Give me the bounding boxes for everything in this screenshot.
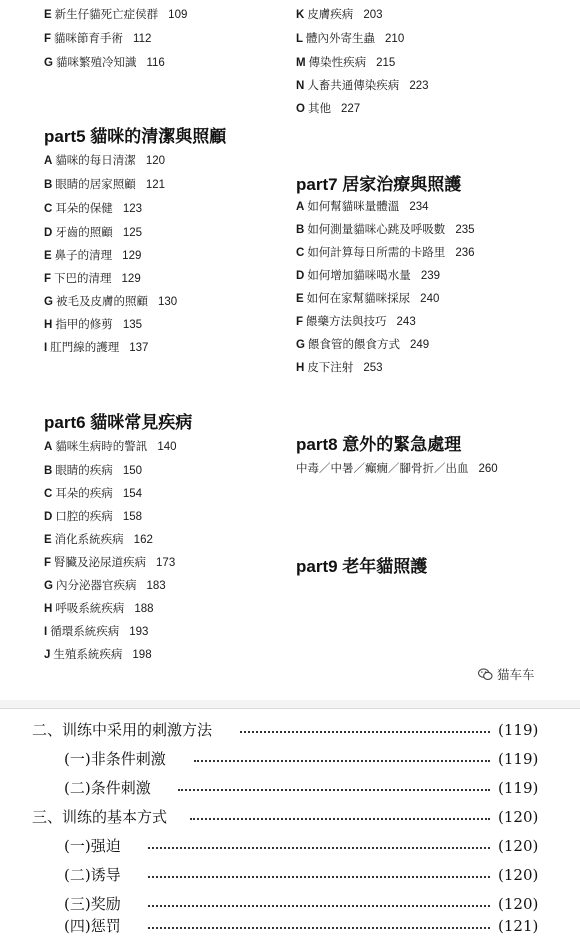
toc-entry: F 餵藥方法與技巧 243 <box>296 314 416 328</box>
training-toc-page <box>0 708 580 936</box>
toc-entry: D 如何增加貓咪喝水量 239 <box>296 268 440 282</box>
dot-leader <box>148 913 490 929</box>
toc-entry: F 腎臟及泌尿道疾病 173 <box>44 555 176 569</box>
toc-entry: A 貓咪的每日清潔 120 <box>44 153 165 167</box>
toc-entry: A 如何幫貓咪量體溫 234 <box>296 199 429 213</box>
toc-entry: H 呼吸系統疾病 188 <box>44 601 154 615</box>
toc-row: (四)惩罚 (121) <box>64 913 548 936</box>
toc-entry: D 牙齒的照顧 125 <box>44 225 142 239</box>
toc-entry: C 耳朵的疾病 154 <box>44 486 142 500</box>
toc-entry: G 餵食管的餵食方式 249 <box>296 337 430 351</box>
toc-row: 二、训练中采用的刺激方法 (119) <box>32 717 548 743</box>
toc-entry: G 內分泌器官疾病 183 <box>44 578 166 592</box>
toc-entry: C 耳朵的保健 123 <box>44 201 142 215</box>
toc-entry: O 其他 227 <box>296 101 361 115</box>
toc-entry: C 如何計算每日所需的卡路里 236 <box>296 245 475 259</box>
toc-entry: E 消化系統疾病 162 <box>44 532 153 546</box>
toc-entry: F 下巴的清理 129 <box>44 271 141 285</box>
toc-entry: F 貓咪節育手術 112 <box>44 31 152 45</box>
wechat-watermark: 猫车车 <box>478 664 535 686</box>
toc-entry: I 循環系統疾病 193 <box>44 624 149 638</box>
toc-entry: H 皮下注射 253 <box>296 360 383 374</box>
dot-leader <box>148 891 490 907</box>
toc-entry: E 鼻子的清理 129 <box>44 248 142 262</box>
toc-entry: I 肛門線的護理 137 <box>44 340 149 354</box>
toc-entry: G 貓咪繁殖冷知識 116 <box>44 55 165 69</box>
page-divider <box>0 700 580 708</box>
toc-entry: B 如何測量貓咪心跳及呼吸數 235 <box>296 222 475 236</box>
toc-entry: B 眼睛的疾病 150 <box>44 463 142 477</box>
toc-entry: J 生殖系統疾病 198 <box>44 647 152 661</box>
toc-entry: E 如何在家幫貓咪採尿 240 <box>296 291 440 305</box>
toc-entry: 中毒／中暑／癲癇／腳骨折／出血 260 <box>296 461 498 475</box>
dot-leader <box>240 717 490 733</box>
toc-entry: H 指甲的修剪 135 <box>44 317 142 331</box>
dot-leader <box>178 775 490 791</box>
part5-heading: part5 貓咪的清潔與照顧 <box>44 127 227 146</box>
toc-row: (三)奖励 (120) <box>64 891 548 917</box>
part7-heading: part7 居家治療與照護 <box>296 175 462 194</box>
toc-entry: K 皮膚疾病 203 <box>296 7 383 21</box>
toc-row: (二)诱导 (120) <box>64 862 548 888</box>
toc-row: 三、训练的基本方式 (120) <box>32 804 548 830</box>
toc-entry: E 新生仔貓死亡症侯群 109 <box>44 7 188 21</box>
dot-leader <box>194 746 490 762</box>
toc-entry: B 眼睛的居家照顧 121 <box>44 177 165 191</box>
part8-heading: part8 意外的緊急處理 <box>296 435 462 454</box>
part9-heading: part9 老年貓照護 <box>296 557 428 576</box>
toc-entry: G 被毛及皮膚的照顧 130 <box>44 294 178 308</box>
toc-entry: A 貓咪生病時的警訊 140 <box>44 439 177 453</box>
dot-leader <box>190 804 490 820</box>
part6-heading: part6 貓咪常見疾病 <box>44 413 193 432</box>
toc-row: (二)条件刺激 (119) <box>64 775 548 801</box>
toc-entry: N 人畜共通傳染疾病 223 <box>296 78 429 92</box>
toc-entry: L 體內外寄生蟲 210 <box>296 31 405 45</box>
toc-entry: D 口腔的疾病 158 <box>44 509 142 523</box>
toc-entry: M 傳染性疾病 215 <box>296 55 396 69</box>
toc-row: (一)强迫 (120) <box>64 833 548 859</box>
toc-row: (一)非条件刺激 (119) <box>64 746 548 772</box>
dot-leader <box>148 833 490 849</box>
wechat-icon <box>478 668 493 681</box>
dot-leader <box>148 862 490 878</box>
